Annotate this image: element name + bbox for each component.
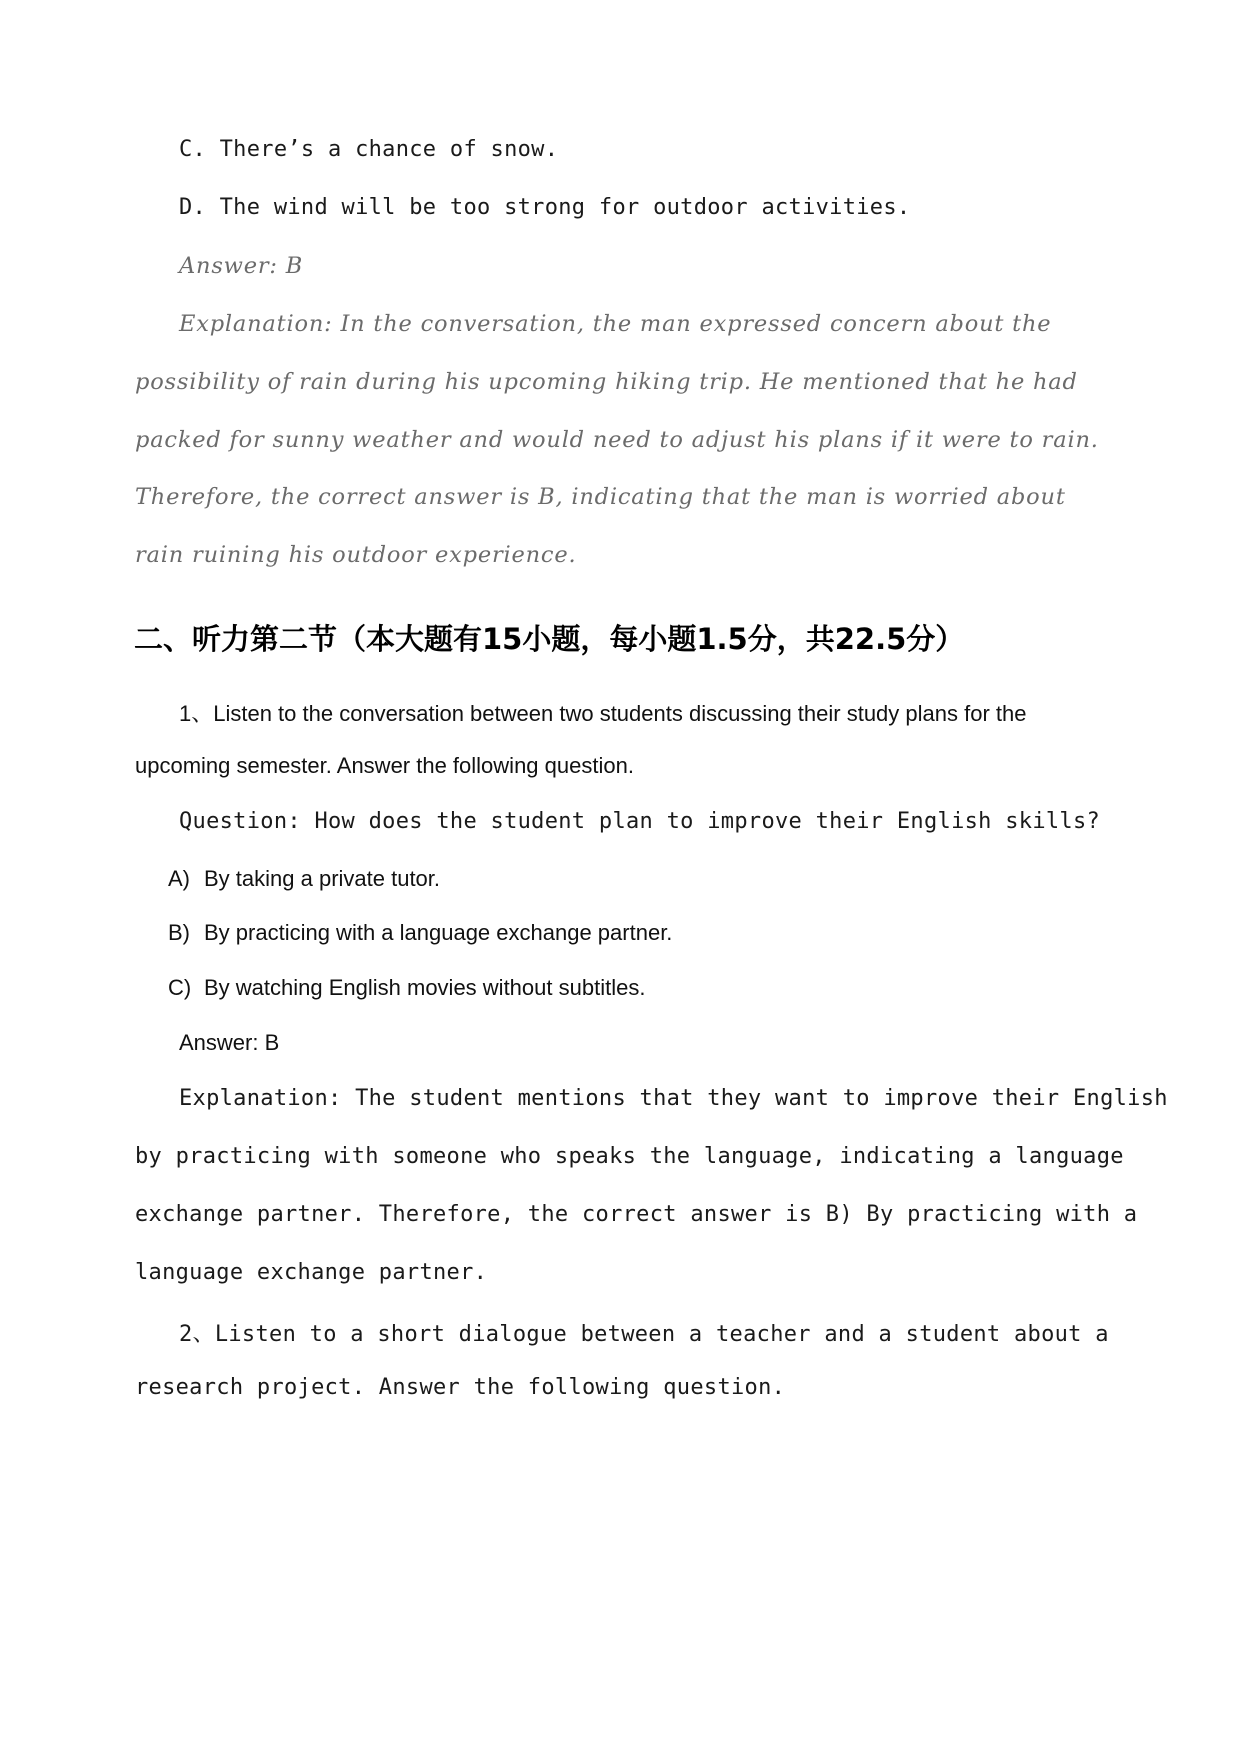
explanation-line: Explanation: The student mentions that they want to improve their English <box>179 1086 1168 1111</box>
option-text: By taking a private tutor. <box>204 866 441 891</box>
option-letter: C) <box>168 975 192 1000</box>
explanation-line: packed for sunny weather and would need to adjust his plans if it were to rain. <box>135 427 1099 453</box>
question-prompt-line: 1、Listen to the conversation between two students discussing their study plans for the <box>179 701 1027 726</box>
explanation-line: rain ruining his outdoor experience. <box>135 542 577 568</box>
explanation-line: language exchange partner. <box>135 1260 488 1285</box>
explanation-line: exchange partner. Therefore, the correct answer is B) By practicing with a <box>135 1202 1138 1227</box>
explanation-line: Explanation: In the conversation, the man expressed concern about the <box>179 311 1052 337</box>
explanation-line: by practicing with someone who speaks the language, indicating a language <box>135 1144 1124 1169</box>
section-heading: 二、听力第二节（本大题有15小题，每小题1.5分，共22.5分） <box>134 622 965 656</box>
question-prompt-line: research project. Answer the following question. <box>135 1375 786 1400</box>
explanation-line: possibility of rain during his upcoming hiking trip. He mentioned that he had <box>135 369 1078 395</box>
option-letter: B) <box>168 920 190 945</box>
answer: Answer: B <box>179 253 304 279</box>
question-prompt-line: 2、Listen to a short dialogue between a teacher and a student about a <box>179 1322 1109 1347</box>
option-text: By practicing with a language exchange partner. <box>204 920 673 945</box>
answer: Answer: B <box>179 1030 280 1055</box>
option-a <box>168 866 440 892</box>
option-c <box>168 975 645 1001</box>
question-prompt-line: upcoming semester. Answer the following question. <box>135 753 634 778</box>
option-d: D. The wind will be too strong for outdoor activities. <box>179 195 911 220</box>
explanation-line: Therefore, the correct answer is B, indicating that the man is worried about <box>135 484 1066 510</box>
option-text: By watching English movies without subtitles. <box>204 975 646 1000</box>
option-c: C. There’s a chance of snow. <box>179 137 559 162</box>
option-letter: A) <box>168 866 190 891</box>
option-b <box>168 920 672 946</box>
question-text: Question: How does the student plan to improve their English skills? <box>179 809 1101 834</box>
